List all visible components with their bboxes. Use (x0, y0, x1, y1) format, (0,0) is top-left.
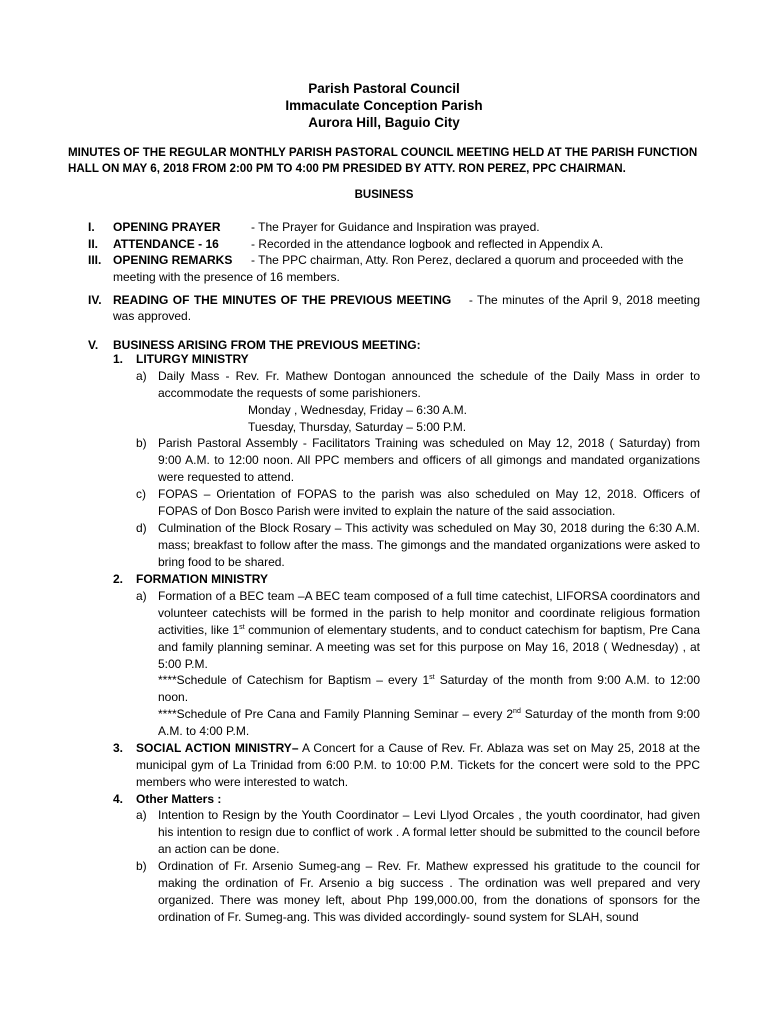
ministry-number: 2. (113, 572, 124, 586)
ordinal-suffix: nd (513, 708, 521, 715)
item-text-part: communion of elementary students, and to conduct catechism for baptism, Pre Cana and family planning seminar. A meeting was set for this purpose on May 16, 2018 ( Wednesday) , at 5:00 P.M. (158, 623, 700, 671)
ministry-title: SOCIAL ACTION MINISTRY– (136, 741, 299, 755)
business-title: BUSINESS (354, 189, 414, 201)
section-text: - The Prayer for Guidance and Inspiration was prayed. (251, 220, 540, 234)
item-marker: a) (136, 808, 147, 822)
section-label: READING OF THE MINUTES OF THE PREVIOUS MEETING (113, 293, 452, 307)
item-marker: c) (136, 487, 146, 501)
section-text: - The PPC chairman, Atty. Ron Perez, declared a quorum and proceeded with the (251, 253, 684, 267)
section-opening-remarks (0, 252, 768, 269)
note-text-part: Saturday of the month from 9:00 A.M. to 4:00 P.M. (158, 707, 700, 738)
item-text: FOPAS – Orientation of FOPAS to the parish was also scheduled on May 12, 2018. Officers of FOPAS of Don Bosco Parish were invited to explain the nature of the said association. (158, 487, 700, 518)
section-number: II. (88, 236, 99, 251)
header-location: Aurora Hill, Baguio City (308, 115, 460, 130)
section-attendance (0, 236, 768, 253)
document-header (0, 80, 768, 131)
section-text-continued: meeting with the presence of 16 members. (113, 269, 340, 284)
mass-schedule-2: Tuesday, Thursday, Saturday – 5:00 P.M. (248, 420, 467, 434)
ordinal-suffix: st (239, 624, 245, 631)
ministry-number: 3. (113, 741, 124, 755)
item-text: Culmination of the Block Rosary – This activity was scheduled on May 30, 2018 during the 6:30 A.M. mass; breakfast to follow after the mass. The gimongs and the mandated organizations were asked to bring food to be shared. (158, 521, 700, 569)
ministry-number: 1. (113, 352, 124, 366)
section-opening-remarks-cont (0, 269, 768, 286)
section-number: I. (88, 220, 95, 234)
item-text: Intention to Resign by the Youth Coordinator – Levi Llyod Orcales , the youth coordinator, had given his intention to resign due to conflict of work . A formal letter should be submitted to the council before an action can be done. (158, 808, 700, 856)
note-text-part: ****Schedule of Catechism for Baptism – every 1 (158, 673, 430, 687)
item-text: Ordination of Fr. Arsenio Sumeg-ang – Rev. Fr. Mathew expressed his gratitude to the council for making the ordination of Fr. Arsenio a big success . The ordination was well prepared and very organized. There was money left, about Php 199,000.00, from the donations of sponsors for the ordination of Fr. Sumeg-ang. This was divided accordingly- sound system for SLAH, sound (158, 859, 700, 924)
mass-schedule-1: Monday , Wednesday, Friday – 6:30 A.M. (248, 403, 467, 417)
section-label: OPENING REMARKS (113, 253, 233, 267)
ministry-title: Other Matters : (136, 792, 222, 806)
section-label: BUSINESS ARISING FROM THE PREVIOUS MEETING: (113, 338, 421, 352)
section-label: ATTENDANCE - 16 (113, 236, 219, 251)
ministry-title: FORMATION MINISTRY (136, 572, 268, 586)
item-marker: d) (136, 521, 147, 535)
ordinal-suffix: st (429, 674, 435, 681)
ministry-title: LITURGY MINISTRY (136, 352, 249, 366)
note-text-part: Saturday of the month from 9:00 A.M. to 12:00 noon. (158, 673, 700, 704)
ministry-text: A Concert for a Cause of Rev. Fr. Ablaza was set on May 25, 2018 at the municipal gym of La Trinidad from 6:00 P.M. to 10:00 P.M. Tickets for the concert were sold to the PPC members who were interested to watch. (136, 741, 700, 789)
ministry-paragraph (136, 740, 700, 791)
item-marker: b) (136, 859, 147, 873)
section-number: III. (88, 253, 102, 267)
section-number: IV. (88, 293, 102, 307)
item-text: Daily Mass - Rev. Fr. Mathew Dontogan announced the schedule of the Daily Mass in order to accommodate the requests of some parishioners. (158, 369, 700, 400)
item-marker: a) (136, 369, 147, 383)
section-text: - The minutes of the April 9, 2018 meeting was approved. (113, 293, 701, 323)
minutes-intro: MINUTES OF THE REGULAR MONTHLY PARISH PASTORAL COUNCIL MEETING HELD AT THE PARISH FUNCTION HALL ON MAY 6, 2018 FROM 2:00 PM TO 4:00 PM PRESIDED BY ATTY. RON PEREZ, PPC CHAIRMAN. (68, 146, 698, 175)
item-marker: a) (136, 589, 147, 603)
schedule-note (158, 706, 700, 740)
opening-sections (0, 219, 768, 285)
item-text (158, 588, 700, 673)
section-text: - Recorded in the attendance logbook and reflected in Appendix A. (251, 236, 604, 251)
section-paragraph (113, 292, 700, 324)
header-council: Parish Pastoral Council (308, 81, 460, 96)
note-text-part: ****Schedule of Pre Cana and Family Planning Seminar – every 2 (158, 707, 514, 721)
section-number: V. (88, 338, 99, 352)
section-label: OPENING PRAYER (113, 220, 221, 234)
ministry-number: 4. (113, 792, 124, 806)
header-parish: Immaculate Conception Parish (285, 98, 483, 113)
section-opening-prayer (0, 219, 768, 236)
item-marker: b) (136, 436, 147, 450)
schedule-note (158, 672, 700, 706)
item-text: Parish Pastoral Assembly - Facilitators Training was scheduled on May 12, 2018 ( Saturday) from 9:00 A.M. to 12:00 noon. All PPC members and officers of all gimongs and mandated organizations were requested to attend. (158, 436, 700, 484)
item-text-part: Formation of a BEC team –A BEC team composed of a full time catechist, LIFORSA coordinators and volunteer catechists will be formed in the parish to help monitor and coordinate religious formation activities, like 1 (158, 589, 700, 637)
